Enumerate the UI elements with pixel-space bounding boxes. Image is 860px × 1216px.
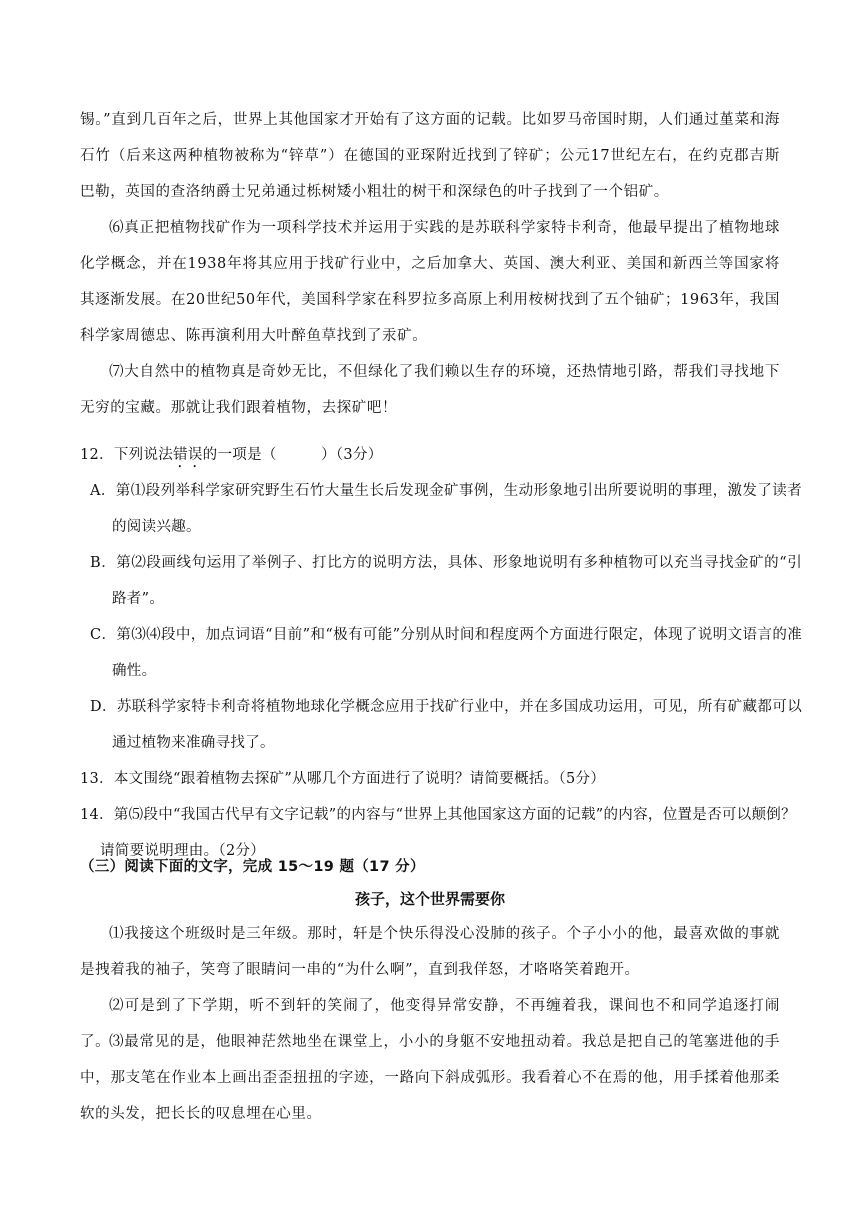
question-14: 14．第⑸段中“我国古代早有文字记载”的内容与“世界上其他国家这方面的记载”的内容，位置是否可以颠倒？请简要说明理由。（2分） (80, 807, 796, 859)
q12-option-d: D．苏联科学家特卡利奇将植物地球化学概念应用于找矿行业中，并在多国成功运用，可见，所有矿藏都可以通过植物来准确寻找了。 (90, 699, 802, 751)
question-12-stem (80, 437, 780, 473)
story-title: 孩子，这个世界需要你 (354, 890, 505, 908)
q12-emphasis: 错误 (173, 447, 203, 463)
passage-para7: ⑺大自然中的植物真是奇妙无比，不但绿化了我们赖以生存的环境，还热情地引路，帮我们寻找地下无穷的宝藏。那就让我们跟着植物，去探矿吧！ (80, 364, 780, 416)
question-13: 13．本文围绕“跟着植物去探矿”从哪几个方面进行了说明？请简要概括。（5分） (80, 771, 606, 787)
q12-option-b: B．第⑵段画线句运用了举例子、打比方的说明方法，具体、形象地说明有多种植物可以充当寻找金矿的“引路者”。 (90, 555, 802, 607)
q12-prefix: 12．下列说法 (80, 447, 174, 463)
q12-suffix: 的一项是（ ）（3分） (202, 447, 383, 463)
story-para2: ⑵可是到了下学期，听不到轩的笑闹了，他变得异常安静，不再缠着我，课间也不和同学追逐打闹了。 (80, 998, 780, 1050)
passage-para5-continuation: 锡。”直到几百年之后，世界上其他国家才开始有了这方面的记载。比如罗马帝国时期，人们通过堇菜和海石竹（后来这两种植物被称为“锌草”）在德国的亚琛附近找到了锌矿；公元17世纪左右，在约克郡吉斯巴勒，英国的查洛纳爵士兄弟通过栎树矮小粗壮的树干和深绿色的叶子找到了一个铝矿。 (80, 112, 780, 200)
passage-para6: ⑹真正把植物找矿作为一项科学技术并运用于实践的是苏联科学家特卡利奇，他最早提出了植物地球化学概念，并在1938年将其应用于找矿行业中，之后加拿大、英国、澳大利亚、美国和新西兰等国家将其逐渐发展。在20世纪50年代，美国科学家在科罗拉多高原上利用桉树找到了五个铀矿；1963年，我国科学家周德忠、陈再演利用大叶醉鱼草找到了汞矿。 (80, 220, 780, 344)
q12-option-c: C．第⑶⑷段中，加点词语“目前”和“极有可能”分别从时间和程度两个方面进行限定，体现了说明文语言的准确性。 (90, 627, 802, 679)
q12-option-a: A．第⑴段列举科学家研究野生石竹大量生长后发现金矿事例，生动形象地引出所要说明的事理，激发了读者的阅读兴趣。 (90, 483, 802, 535)
story-para3: ⑶最常见的是，他眼神茫然地坐在课堂上，小小的身躯不安地扭动着。我总是把自己的笔塞进他的手中，那支笔在作业本上画出歪歪扭扭的字迹，一路向下斜成弧形。我看着心不在焉的他，用手揉着他那柔软的头发，把长长的叹息埋在心里。 (80, 1034, 780, 1122)
section-3-heading: （三）阅读下面的文字，完成 15～19 题（17 分） (80, 859, 425, 875)
story-para1: ⑴我接这个班级时是三年级。那时，轩是个快乐得没心没肺的孩子。个子小小的他，最喜欢做的事就是拽着我的袖子，笑弯了眼睛问一串的“为什么啊”，直到我佯怒，才咯咯笑着跑开。 (80, 926, 780, 978)
